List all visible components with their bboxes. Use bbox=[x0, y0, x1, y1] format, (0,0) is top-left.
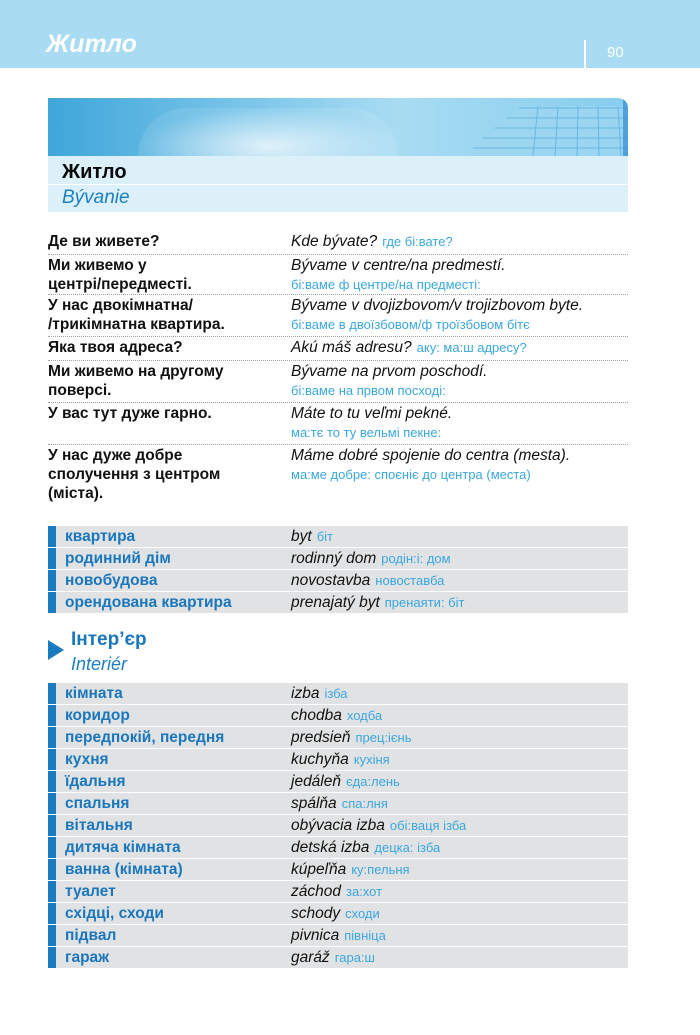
phrase-row bbox=[48, 256, 628, 295]
phrase-pronunciation: бі:ваме в двоїзбовом/ф троїзбовом бітє bbox=[291, 317, 530, 332]
phrase-sk: Bývame v centre/na predmestí. бі:ваме ф центре/на предместі: bbox=[291, 257, 506, 292]
vocab-uk: родинний дім bbox=[65, 550, 171, 567]
vocab-uk: орендована квартира bbox=[65, 594, 232, 611]
vocab-row bbox=[48, 548, 628, 569]
vocab-pronunciation: родін:і: дом bbox=[381, 551, 451, 566]
phrase-row bbox=[48, 404, 628, 445]
chapter-title: Житло bbox=[46, 30, 137, 58]
vocab-sk: chodba ходба bbox=[291, 707, 383, 724]
phrase-pronunciation: где бі:вате? bbox=[382, 234, 453, 249]
play-arrow-icon bbox=[48, 640, 64, 660]
phrase-pronunciation: бі:ваме на првом посході: bbox=[291, 383, 446, 398]
row-marker bbox=[48, 903, 56, 924]
phrase-sk: Bývame na prvom poschodí. бі:ваме на првом посході: bbox=[291, 363, 488, 398]
phrase-pronunciation: ма:ме добре: споєніє до центра (места) bbox=[291, 467, 531, 482]
hand-illustration bbox=[138, 108, 398, 156]
vocab-uk: туалет bbox=[65, 883, 116, 900]
vocab-row bbox=[48, 947, 628, 968]
vocab-uk: кухня bbox=[65, 751, 109, 768]
vocab-pronunciation: ку:пельня bbox=[351, 862, 410, 877]
vocab-row bbox=[48, 903, 628, 924]
vocab-row bbox=[48, 749, 628, 770]
vocab-sk: garáž гара:ш bbox=[291, 949, 375, 966]
row-marker bbox=[48, 771, 56, 792]
phrase-uk: У нас дуже добре сполучення з центром (міста). bbox=[48, 447, 221, 502]
vocab-pronunciation: єда:лень bbox=[346, 774, 400, 789]
phrase-pronunciation: аку: ма:ш адресу? bbox=[416, 340, 527, 355]
vocab-uk: дитяча кімната bbox=[65, 839, 181, 856]
vocab-pronunciation: ізба bbox=[324, 686, 348, 701]
vocab-row bbox=[48, 837, 628, 858]
phrase-row bbox=[48, 296, 628, 337]
row-marker bbox=[48, 925, 56, 946]
page-divider bbox=[584, 40, 586, 68]
vocab-sk: novostavba новоставба bbox=[291, 572, 445, 589]
vocab-pronunciation: кухіня bbox=[353, 752, 390, 767]
section-title-uk: Житло bbox=[62, 161, 127, 183]
row-marker bbox=[48, 837, 56, 858]
phrase-uk: Ми живемо на другому поверсі. bbox=[48, 363, 224, 399]
vocab-pronunciation: півніца bbox=[344, 928, 386, 943]
row-marker bbox=[48, 705, 56, 726]
vocab-row bbox=[48, 727, 628, 748]
vocab-sk: kúpeľňa ку:пельня bbox=[291, 861, 410, 878]
vocab-row bbox=[48, 859, 628, 880]
vocab-sk: detská izba децка: ізба bbox=[291, 839, 441, 856]
vocab-uk: східці, сходи bbox=[65, 905, 164, 922]
vocab-uk: спальня bbox=[65, 795, 130, 812]
vocab-pronunciation: спа:лня bbox=[341, 796, 388, 811]
vocab-uk: коридор bbox=[65, 707, 130, 724]
phrase-sk: Máme dobré spojenie do centra (mesta). ма:ме добре: споєніє до центра (места) bbox=[291, 447, 571, 482]
house-roof-illustration bbox=[463, 98, 628, 156]
subsection-title-sk: Interiér bbox=[71, 654, 128, 674]
vocab-pronunciation: гара:ш bbox=[334, 950, 375, 965]
vocab-pronunciation: прец:ієнь bbox=[355, 730, 412, 745]
phrase-uk: Ми живемо у центрі/передместі. bbox=[48, 257, 192, 293]
vocab-row bbox=[48, 705, 628, 726]
row-marker bbox=[48, 548, 56, 569]
row-marker bbox=[48, 683, 56, 704]
heading-divider bbox=[48, 184, 628, 185]
vocab-pronunciation: сходи bbox=[345, 906, 380, 921]
section-heading bbox=[48, 156, 628, 212]
vocab-pronunciation: біт bbox=[316, 529, 333, 544]
vocab-uk: ванна (кімната) bbox=[65, 861, 183, 878]
vocab-sk: jedáleň єда:лень bbox=[291, 773, 400, 790]
section-banner-image bbox=[48, 98, 628, 156]
row-marker bbox=[48, 749, 56, 770]
vocab-row bbox=[48, 881, 628, 902]
row-marker bbox=[48, 526, 56, 547]
vocab-row bbox=[48, 526, 628, 547]
vocab-pronunciation: новоставба bbox=[375, 573, 445, 588]
vocab-uk: їдальня bbox=[65, 773, 126, 790]
vocab-sk: záchod за:хот bbox=[291, 883, 383, 900]
vocab-row bbox=[48, 683, 628, 704]
phrase-uk: Де ви живете? bbox=[48, 233, 160, 250]
vocab-row bbox=[48, 570, 628, 591]
vocab-sk: obývacia izba обі:ваця ізба bbox=[291, 817, 467, 834]
section-title-sk: Bývanie bbox=[62, 187, 130, 208]
phrase-sk: Akú máš adresu? аку: ма:ш адресу? bbox=[291, 339, 527, 356]
phrase-uk: У нас двокімнатна/ /трикімнатна квартира. bbox=[48, 297, 225, 333]
vocab-row bbox=[48, 771, 628, 792]
vocab-sk: prenajatý byt пренаяти: біт bbox=[291, 594, 465, 611]
vocab-sk: pivnica півніца bbox=[291, 927, 386, 944]
row-marker bbox=[48, 592, 56, 613]
vocab-sk: izba ізба bbox=[291, 685, 348, 702]
phrase-sk: Máte to tu veľmi pekné. ма:тє то ту вельмі пекне: bbox=[291, 405, 453, 440]
vocab-uk: кімната bbox=[65, 685, 123, 702]
vocab-pronunciation: децка: ізба bbox=[374, 840, 441, 855]
row-marker bbox=[48, 881, 56, 902]
phrase-row bbox=[48, 232, 628, 255]
vocab-uk: вітальня bbox=[65, 817, 133, 834]
vocab-row bbox=[48, 815, 628, 836]
row-marker bbox=[48, 859, 56, 880]
phrase-pronunciation: бі:ваме ф центре/на предместі: bbox=[291, 277, 481, 292]
vocab-row bbox=[48, 592, 628, 613]
vocab-uk: передпокій, передня bbox=[65, 729, 225, 746]
vocab-sk: spálňa спа:лня bbox=[291, 795, 388, 812]
row-marker bbox=[48, 727, 56, 748]
vocab-sk: byt біт bbox=[291, 528, 333, 545]
row-marker bbox=[48, 947, 56, 968]
vocab-sk: kuchyňa кухіня bbox=[291, 751, 390, 768]
phrase-sk: Kde bývate? где бі:вате? bbox=[291, 233, 453, 250]
phrase-pronunciation: ма:тє то ту вельмі пекне: bbox=[291, 425, 442, 440]
vocab-sk: rodinný dom родін:і: дом bbox=[291, 550, 451, 567]
phrase-row bbox=[48, 446, 628, 508]
vocab-sk: predsieň прец:ієнь bbox=[291, 729, 412, 746]
vocab-sk: schody сходи bbox=[291, 905, 380, 922]
page-number: 90 bbox=[607, 44, 624, 61]
phrase-row bbox=[48, 362, 628, 403]
vocab-uk: гараж bbox=[65, 949, 110, 966]
phrase-uk: У вас тут дуже гарно. bbox=[48, 405, 212, 422]
row-marker bbox=[48, 793, 56, 814]
vocab-pronunciation: ходба bbox=[346, 708, 383, 723]
subsection-title-uk: Інтер’єр bbox=[71, 629, 147, 650]
row-marker bbox=[48, 570, 56, 591]
vocab-pronunciation: за:хот bbox=[345, 884, 383, 899]
vocab-uk: новобудова bbox=[65, 572, 158, 589]
phrase-uk: Яка твоя адреса? bbox=[48, 339, 183, 356]
vocab-row bbox=[48, 925, 628, 946]
phrase-row bbox=[48, 338, 628, 361]
vocab-uk: підвал bbox=[65, 927, 117, 944]
vocab-uk: квартира bbox=[65, 528, 136, 545]
row-marker bbox=[48, 815, 56, 836]
phrase-sk: Bývame v dvojizbovom/v trojizbovom byte. бі:ваме в двоїзбовом/ф троїзбовом бітє bbox=[291, 297, 584, 332]
vocab-pronunciation: обі:ваця ізба bbox=[389, 818, 467, 833]
vocab-row bbox=[48, 793, 628, 814]
vocab-pronunciation: пренаяти: біт bbox=[384, 595, 465, 610]
